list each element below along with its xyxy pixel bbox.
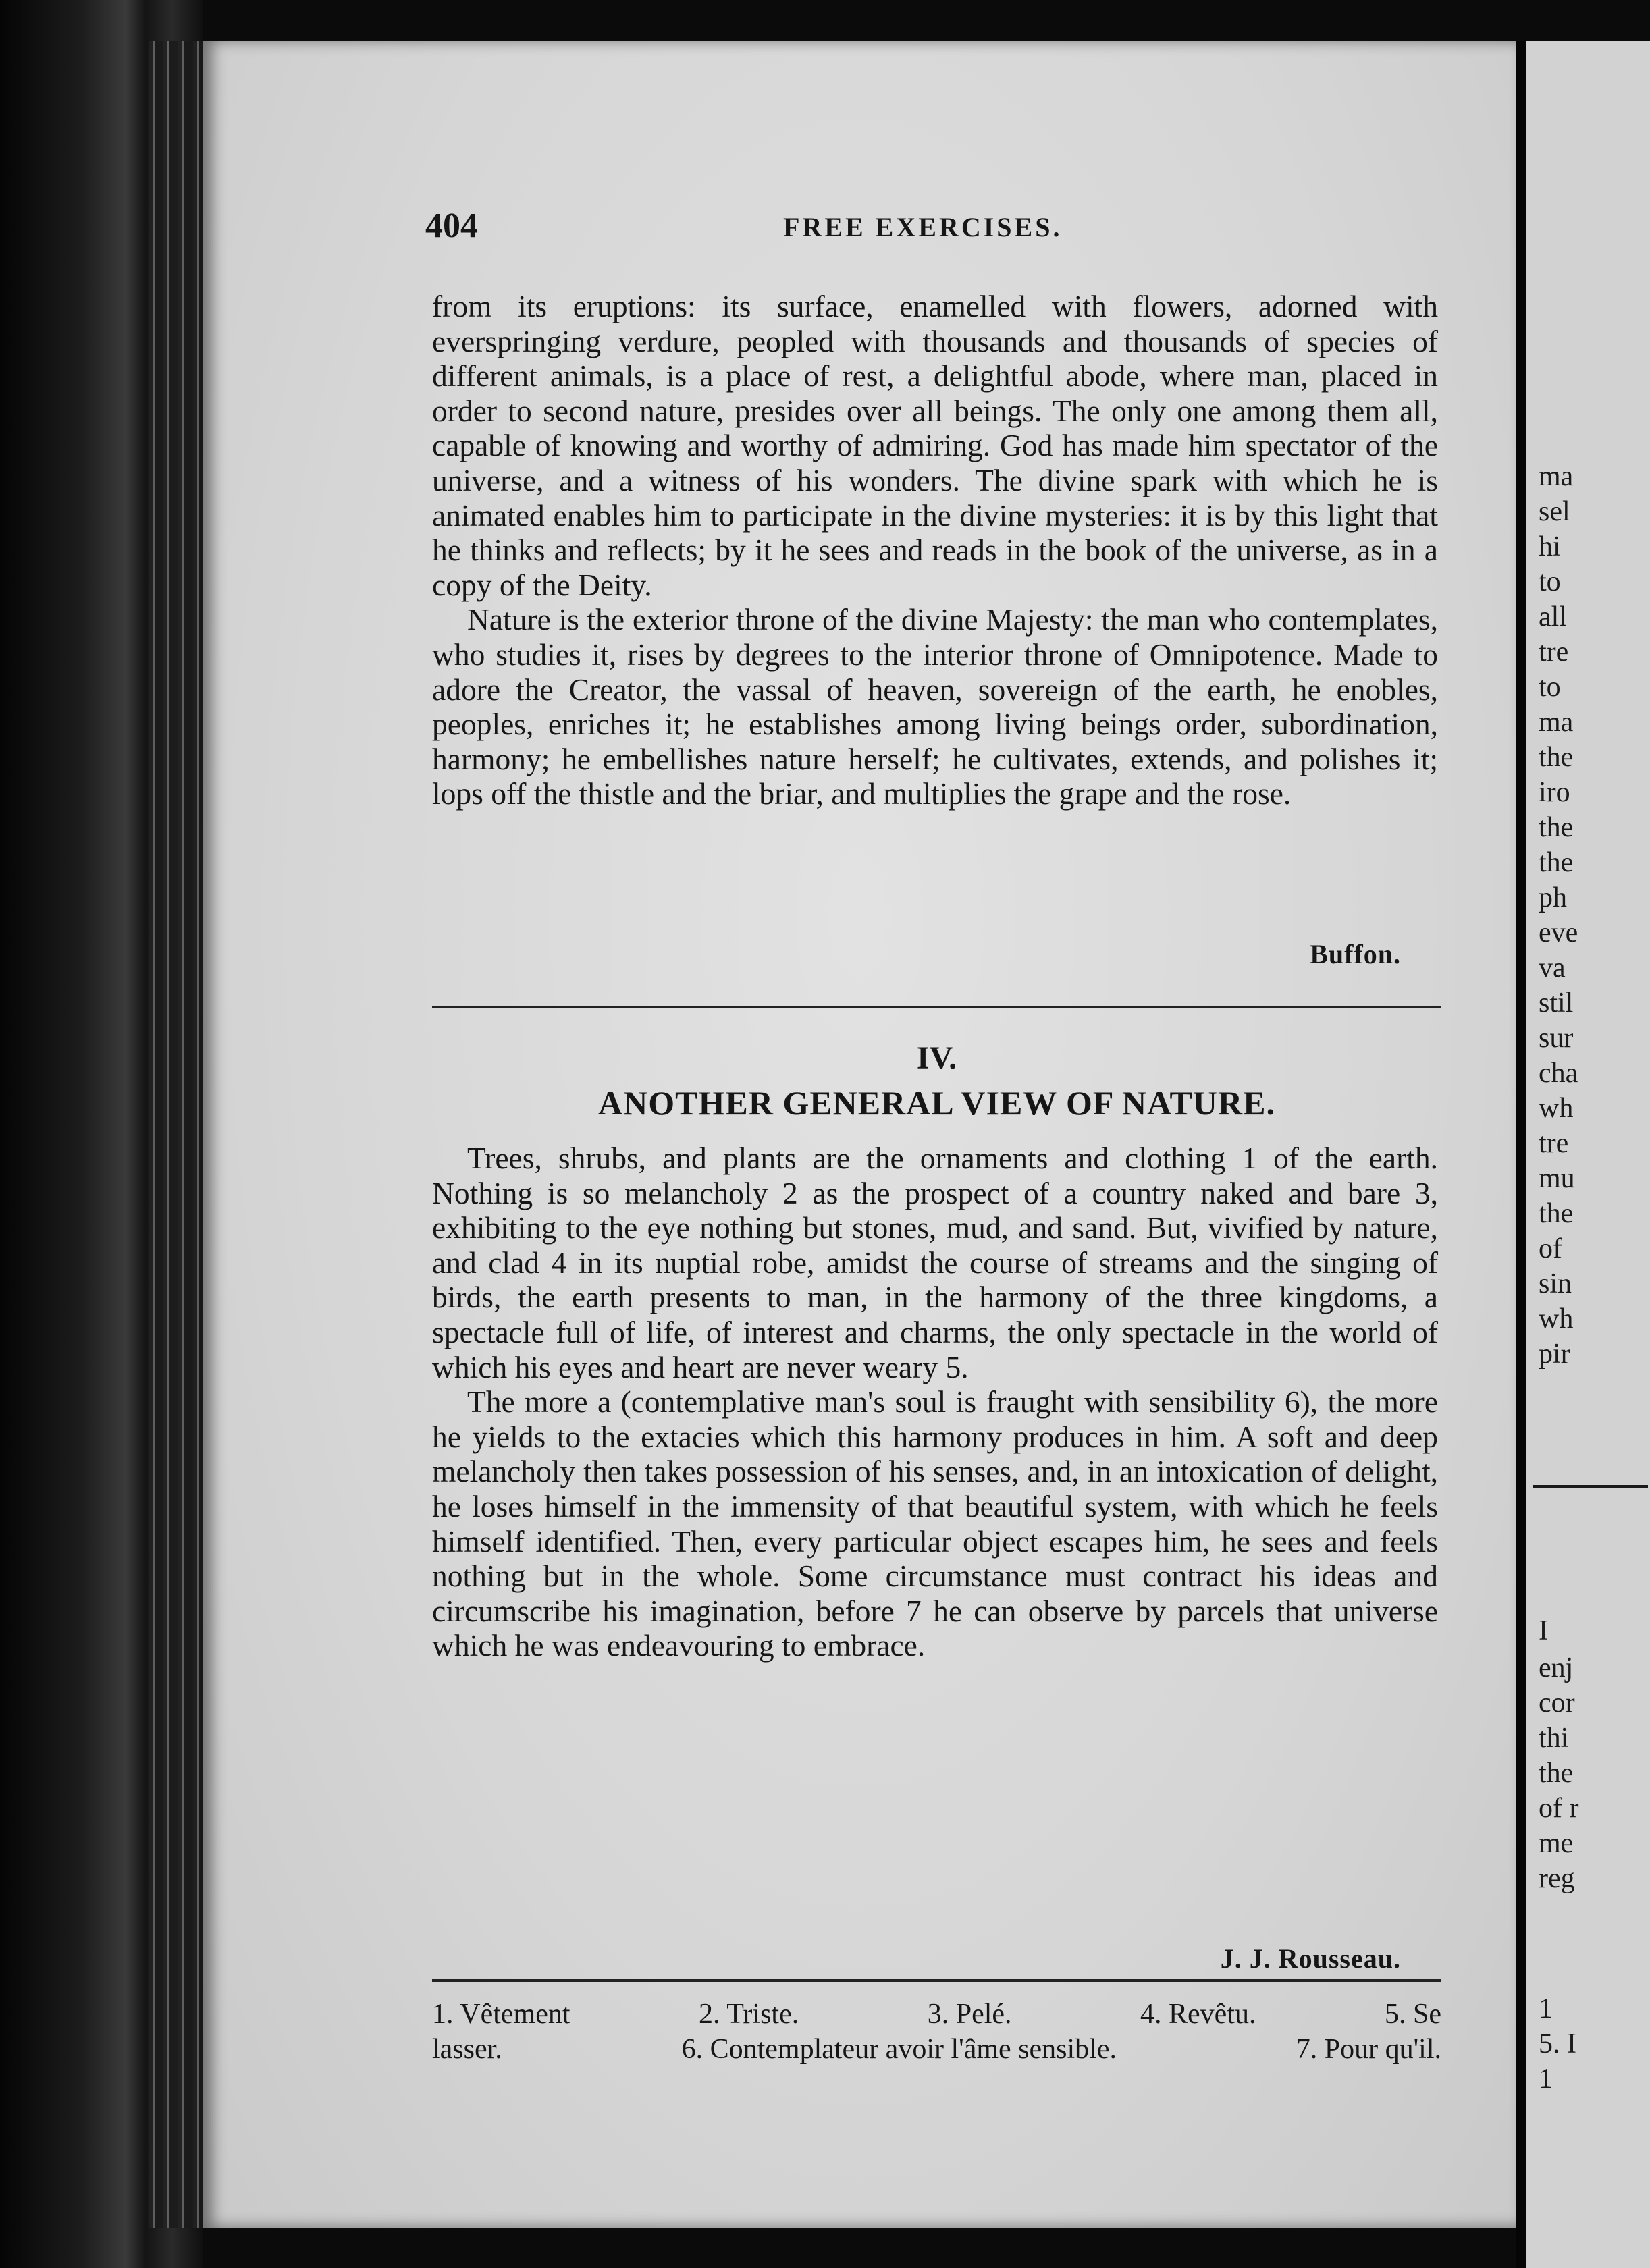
section-4-text (432, 1141, 1438, 1663)
facing-fragment: reg (1539, 1863, 1575, 1894)
section-number: IV. (916, 1040, 957, 1076)
facing-fragment: ma (1539, 707, 1574, 738)
facing-fragment: wh (1539, 1303, 1574, 1334)
facing-fragment: stil (1539, 988, 1574, 1019)
facing-fragment: pir (1539, 1339, 1570, 1370)
facing-fragment: tre (1539, 637, 1569, 668)
footnote-divider (432, 1979, 1441, 1982)
facing-fragment: ph (1539, 882, 1567, 913)
facing-fragment: cha (1539, 1058, 1578, 1089)
section-divider (432, 1006, 1441, 1008)
facing-fragment: the (1539, 1758, 1574, 1789)
facing-fragment: ma (1539, 461, 1574, 492)
author-attribution: J. J. Rousseau. (1220, 1943, 1401, 1974)
facing-fragment: to (1539, 672, 1561, 703)
footnote: 1. Vêtement (432, 1999, 570, 2030)
facing-fragment: mu (1539, 1163, 1575, 1194)
facing-fragment: all (1539, 601, 1567, 632)
facing-fragment: enj (1539, 1652, 1574, 1683)
page-header (425, 206, 1438, 253)
footnote: 6. Contemplateur avoir l'âme sensible. (681, 2034, 1117, 2065)
footnote: 7. Pour qu'il. (1296, 2034, 1441, 2065)
facing-fragment: to (1539, 566, 1561, 597)
facing-fragment: I (1539, 1615, 1548, 1646)
section-3-text (432, 289, 1438, 811)
facing-fragment: 1 (1539, 2063, 1553, 2095)
paragraph: from its eruptions: its surface, enamelled with flowers, adorned with everspringing verdure, peopled with thousands and thousands of species of different animals, is a place of rest, a delightful abode, where man, placed in order to second nature, presides over all beings. The only one among them all, capable of knowing and worthy of admiring. God has made him spectator of the universe, and a witness of his wonders. The divine spark with which he is animated enables him to participate in the divine mysteries: it is by this light that he thinks and reflects; by it he sees and reads in the book of the universe, as in a copy of the Deity. (432, 289, 1438, 602)
facing-fragment: of r (1539, 1793, 1579, 1824)
author-attribution: Buffon. (1310, 939, 1401, 969)
facing-fragment: the (1539, 847, 1574, 878)
paragraph: The more a (contemplative man's soul is fraught with sensibility 6), the more he yields to the extacies which this harmony produces in him. A soft and deep melancholy then takes possession of his senses, and, in an intoxication of delight, he loses himself in the immensity of that beautiful system, with which he feels himself identified. Then, every particular object escapes him, he sees and feels nothing but in the whole. Some circumstance must contract his ideas and circumscribe his imagination, before 7 he can observe by parcels that universe which he was endeavouring to embrace. (432, 1384, 1438, 1663)
facing-fragment: cor (1539, 1688, 1575, 1719)
footnote: 3. Pelé. (927, 1999, 1012, 2030)
facing-fragment: sin (1539, 1268, 1572, 1299)
facing-fragment: me (1539, 1828, 1574, 1859)
footnote: lasser. (432, 2034, 502, 2065)
facing-fragment: of (1539, 1233, 1562, 1264)
facing-fragment: va (1539, 952, 1566, 983)
facing-fragment: 5. I (1539, 2028, 1576, 2059)
facing-fragment: hi (1539, 531, 1561, 562)
footnote: 4. Revêtu. (1140, 1999, 1256, 2030)
footnote: 5. Se (1384, 1999, 1441, 2030)
facing-page-rule (1533, 1485, 1648, 1488)
facing-fragment: thi (1539, 1723, 1569, 1754)
facing-fragment: 1 (1539, 1993, 1553, 2024)
footnote-row (432, 2032, 1441, 2067)
facing-fragment: sel (1539, 496, 1570, 527)
book-spine-edge (149, 40, 209, 2228)
facing-fragment: wh (1539, 1093, 1574, 1124)
footnote-row (432, 1997, 1441, 2032)
page-gutter (1516, 40, 1526, 2268)
footnotes (432, 1997, 1441, 2067)
facing-fragment: sur (1539, 1023, 1574, 1054)
facing-fragment: iro (1539, 777, 1570, 808)
paragraph: Trees, shrubs, and plants are the ornaments and clothing 1 of the earth. Nothing is so melancholy 2 as the prospect of a country naked and bare 3, exhibiting to the eye nothing but stones, mud, and sand. But, vivified by nature, and clad 4 in its nuptial robe, amidst the course of streams and the singing of birds, the earth presents to man, in the harmony of the three kingdoms, a spectacle full of life, of interest and charms, the only spectacle in the world of which his eyes and heart are never weary 5. (432, 1141, 1438, 1384)
facing-fragment: the (1539, 1198, 1574, 1229)
facing-fragment: the (1539, 812, 1574, 843)
facing-fragment: eve (1539, 917, 1578, 948)
section-title: ANOTHER GENERAL VIEW OF NATURE. (598, 1084, 1275, 1122)
page-number: 404 (425, 207, 478, 245)
running-title: FREE EXERCISES. (783, 212, 1063, 242)
paragraph: Nature is the exterior throne of the divine Majesty: the man who contemplates, who studies it, rises by degrees to the interior throne of Omnipotence. Made to adore the Creator, the vassal of heaven, sovereign of the earth, he enobles, peoples, enriches it; he establishes among living beings order, subordination, harmony; he embellishes nature herself; he cultivates, extends, and polishes it; lops off the thistle and the briar, and multiplies the grape and the rose. (432, 602, 1438, 811)
footnote: 2. Triste. (699, 1999, 799, 2030)
facing-fragment: tre (1539, 1128, 1569, 1159)
facing-fragment: the (1539, 742, 1574, 773)
facing-page-edge (1526, 40, 1650, 2268)
